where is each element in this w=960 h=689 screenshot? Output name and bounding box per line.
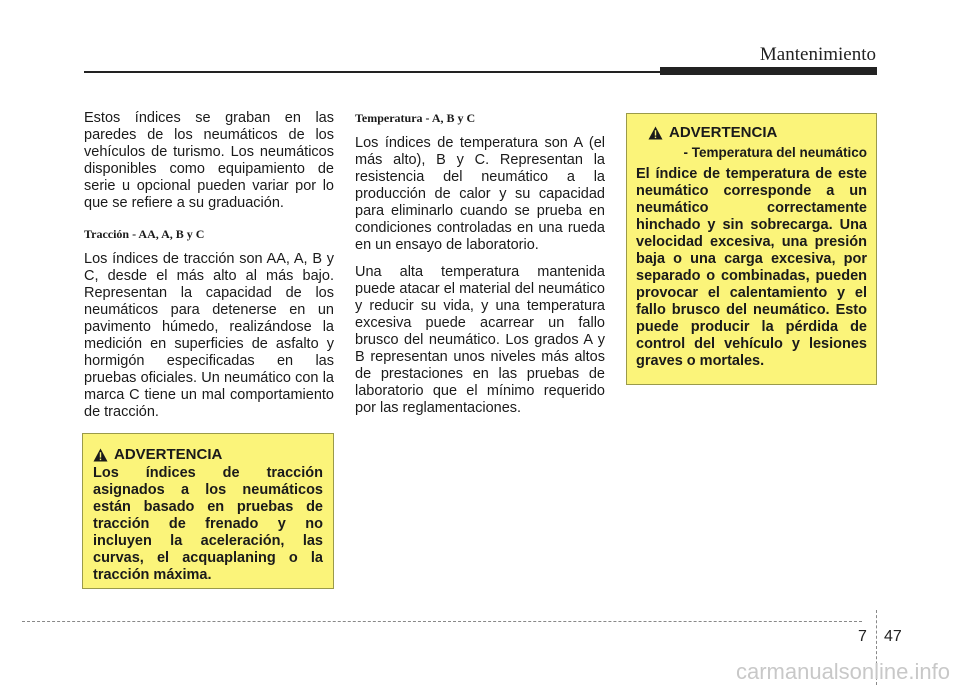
footer-rule <box>22 621 862 622</box>
temperature-heading: Temperatura - A, B y C <box>355 111 476 125</box>
column-middle <box>355 110 605 427</box>
header-title: Mantenimiento <box>759 44 876 65</box>
traction-heading: Tracción - AA, A, B y C <box>84 227 205 241</box>
warning-header <box>636 124 867 141</box>
warning-text: El índice de temperatura de este neumático corresponde a un neumático correctamente hinchado y sin sobrecarga. Una velocidad excesiva, una presión baja o una carga excesiva, por separado o combinadas, pueden provocar el calentamiento y el fallo brusco del neumático. Esto puede producir la pérdida de control del vehículo y lesiones graves o mortales. <box>636 166 867 369</box>
header-rule <box>84 71 674 73</box>
warning-header <box>93 446 323 463</box>
header-rule-thick <box>660 67 877 75</box>
traction-paragraph: Los índices de tracción son AA, A, B y C, desde el más alto al más bajo. Representan la capacidad de los neumáticos para detenerse en un pavimento húmedo, realizándose la medición en superficies de asfalto y hormigón especificadas en las pruebas oficiales. Un neumático con la marca C tiene un mal comportamiento de tracción. <box>84 251 334 420</box>
temperature-paragraph-2: Una alta temperatura mantenida puede atacar el material del neumático y reducir su vida, y una temperatura excesiva puede acarrear un fallo brusco del neumático. Los grados A y B representan unos niveles más altos de prestaciones en las pruebas de laboratorio que el mínimo requerido por las reglamentaciones. <box>355 264 605 416</box>
column-left <box>84 110 334 431</box>
warning-triangle-icon <box>93 448 108 462</box>
warning-box-traction <box>82 433 334 589</box>
warning-text: Los índices de tracción asignados a los neumáticos están basado en pruebas de tracción de frenado y no incluyen la aceleración, las curvas, el acquaplaning o la tracción máxima. <box>93 465 323 583</box>
warning-triangle-icon <box>648 126 663 140</box>
warning-subtitle: - Temperatura del neumático <box>683 145 867 160</box>
warning-title: ADVERTENCIA <box>669 124 778 141</box>
page-number: 47 <box>884 628 902 645</box>
warning-box-temperature <box>626 113 877 385</box>
warning-title: ADVERTENCIA <box>114 446 223 463</box>
intro-paragraph: Estos índices se graban en las paredes de los neumáticos de los vehículos de turismo. Los neumáticos disponibles como equipamiento de serie u opcional pueden variar por lo que se refiere a su graduación. <box>84 110 334 211</box>
watermark: carmanualsonline.info <box>735 659 950 684</box>
temperature-paragraph-1: Los índices de temperatura son A (el más alto), B y C. Representan la resistencia del neumático a la producción de calor y su capacidad para eliminarlo cuando se prueba en condiciones controladas en una rueda en un ensayo de laboratorio. <box>355 135 605 253</box>
chapter-number: 7 <box>858 628 867 645</box>
